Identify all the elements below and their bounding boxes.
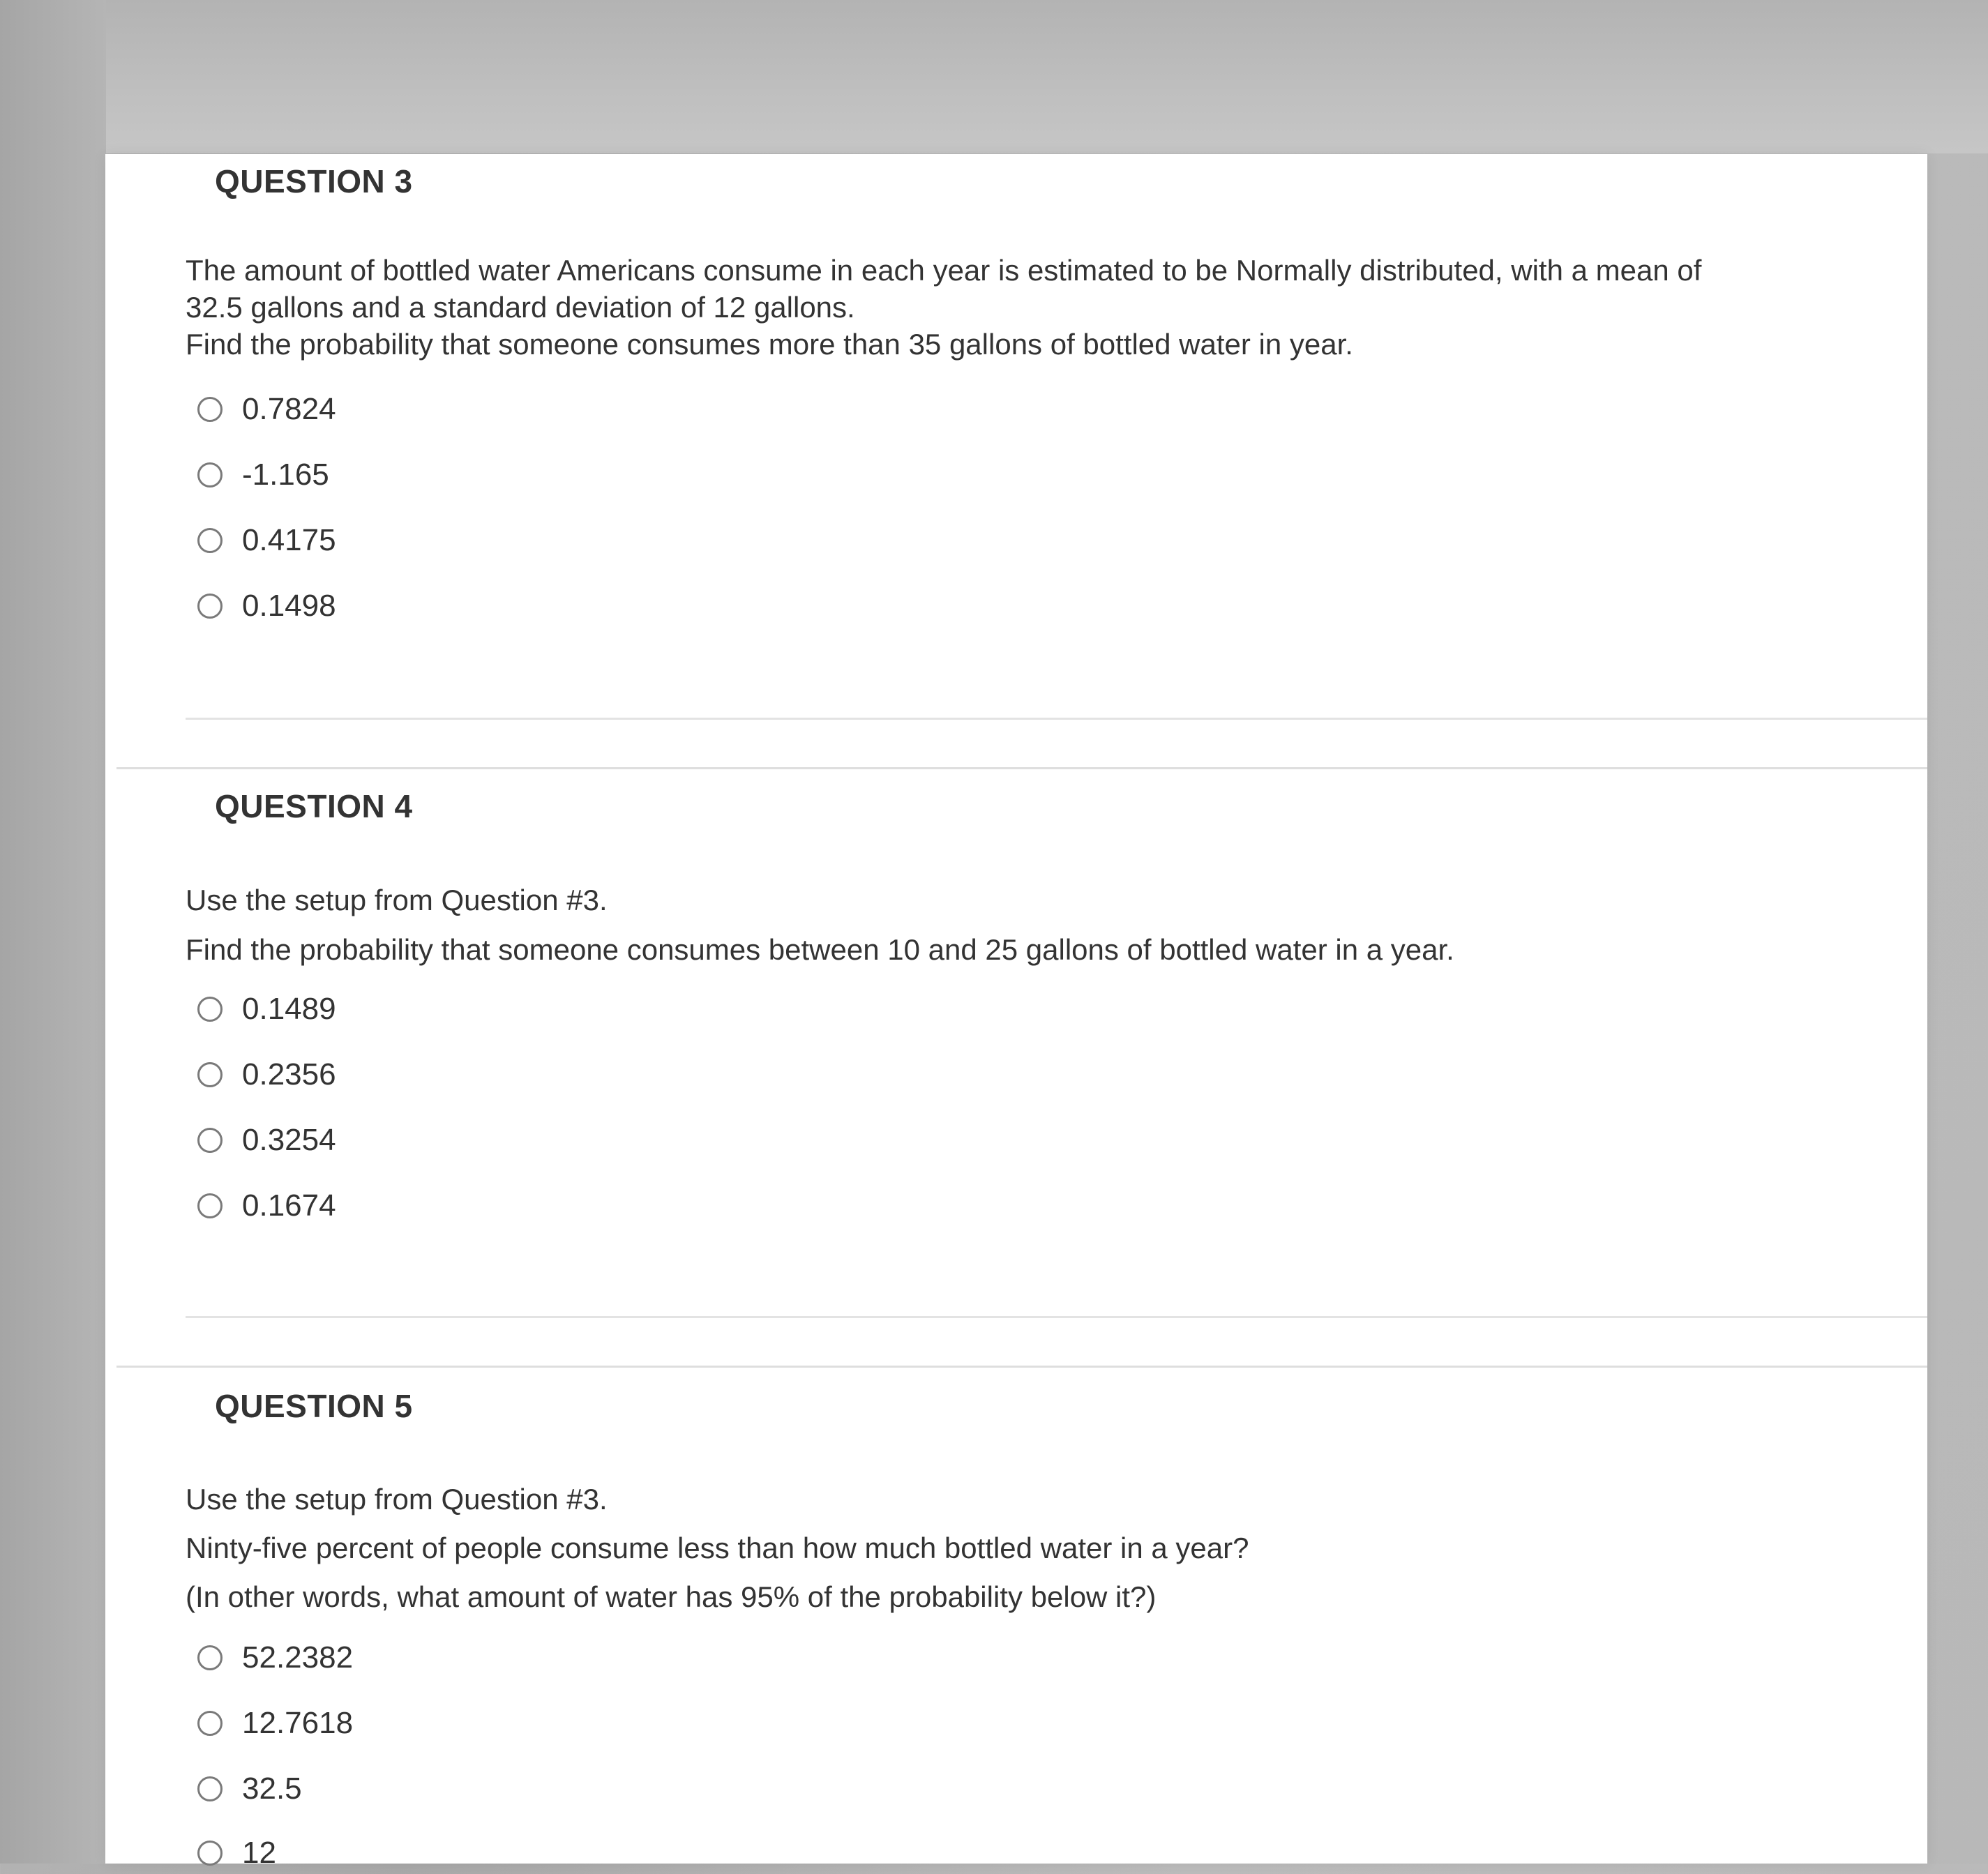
answer-label: 0.7824 <box>242 392 336 426</box>
question-text-line: Use the setup from Question #3. <box>186 1483 608 1516</box>
question-text-line: Find the probability that someone consumes more than 35 gallons of bottled water in year. <box>186 328 1353 361</box>
quiz-card <box>105 154 1927 1870</box>
radio-button[interactable] <box>197 1776 223 1801</box>
question-text-line: (In other words, what amount of water has 95% of the probability below it?) <box>186 1580 1157 1613</box>
answer-label: 0.1498 <box>242 589 336 623</box>
answer-choice[interactable] <box>197 1637 353 1679</box>
divider <box>186 718 1927 720</box>
answer-choice[interactable] <box>197 454 329 496</box>
answer-label: 12 <box>242 1836 276 1870</box>
answer-choice[interactable] <box>197 520 336 561</box>
question-text <box>186 252 1915 363</box>
radio-button[interactable] <box>197 528 223 553</box>
radio-button[interactable] <box>197 397 223 422</box>
radio-button[interactable] <box>197 1711 223 1736</box>
question-title: QUESTION 5 <box>215 1388 413 1424</box>
answer-label: 0.2356 <box>242 1057 336 1091</box>
radio-button[interactable] <box>197 997 223 1022</box>
answer-choice[interactable] <box>197 1702 353 1744</box>
radio-button[interactable] <box>197 1193 223 1218</box>
question-separator <box>116 767 1927 769</box>
page-background-top <box>0 0 1988 153</box>
answer-label: 0.4175 <box>242 523 336 557</box>
answer-label: 0.3254 <box>242 1123 336 1157</box>
answer-choice[interactable] <box>197 1054 336 1096</box>
answer-label: 52.2382 <box>242 1640 354 1675</box>
question-text-line: The amount of bottled water Americans consume in each year is estimated to be Normally distributed, with a mean of <box>186 254 1702 287</box>
answer-label: 32.5 <box>242 1771 302 1806</box>
question-separator <box>116 1366 1927 1368</box>
answer-choice[interactable] <box>197 988 336 1030</box>
answer-label: 12.7618 <box>242 1706 354 1740</box>
answer-choice[interactable] <box>197 388 336 430</box>
question-text <box>186 1475 1915 1622</box>
answer-choice[interactable] <box>197 1768 302 1810</box>
radio-button[interactable] <box>197 1128 223 1153</box>
answer-choice[interactable] <box>197 1119 336 1161</box>
question-text-line: Find the probability that someone consumes between 10 and 25 gallons of bottled water in a year. <box>186 933 1454 966</box>
question-title: QUESTION 3 <box>215 163 413 199</box>
radio-button[interactable] <box>197 1645 223 1670</box>
divider <box>186 1316 1927 1318</box>
question-text-line: Ninty-five percent of people consume less than how much bottled water in a year? <box>186 1532 1249 1564</box>
question-text <box>186 875 1915 974</box>
question-text-line: Use the setup from Question #3. <box>186 884 608 916</box>
answer-choice[interactable] <box>197 585 336 627</box>
question-text-line: 32.5 gallons and a standard deviation of 12 gallons. <box>186 291 855 324</box>
answer-choice[interactable] <box>197 1185 336 1227</box>
answer-label: -1.165 <box>242 458 329 492</box>
radio-button[interactable] <box>197 1062 223 1087</box>
question-title: QUESTION 4 <box>215 788 413 824</box>
answer-label: 0.1489 <box>242 992 336 1026</box>
page-background-left <box>0 0 106 1864</box>
radio-button[interactable] <box>197 594 223 619</box>
answer-choice[interactable] <box>197 1832 276 1874</box>
answer-label: 0.1674 <box>242 1188 336 1223</box>
radio-button[interactable] <box>197 1841 223 1866</box>
radio-button[interactable] <box>197 462 223 488</box>
